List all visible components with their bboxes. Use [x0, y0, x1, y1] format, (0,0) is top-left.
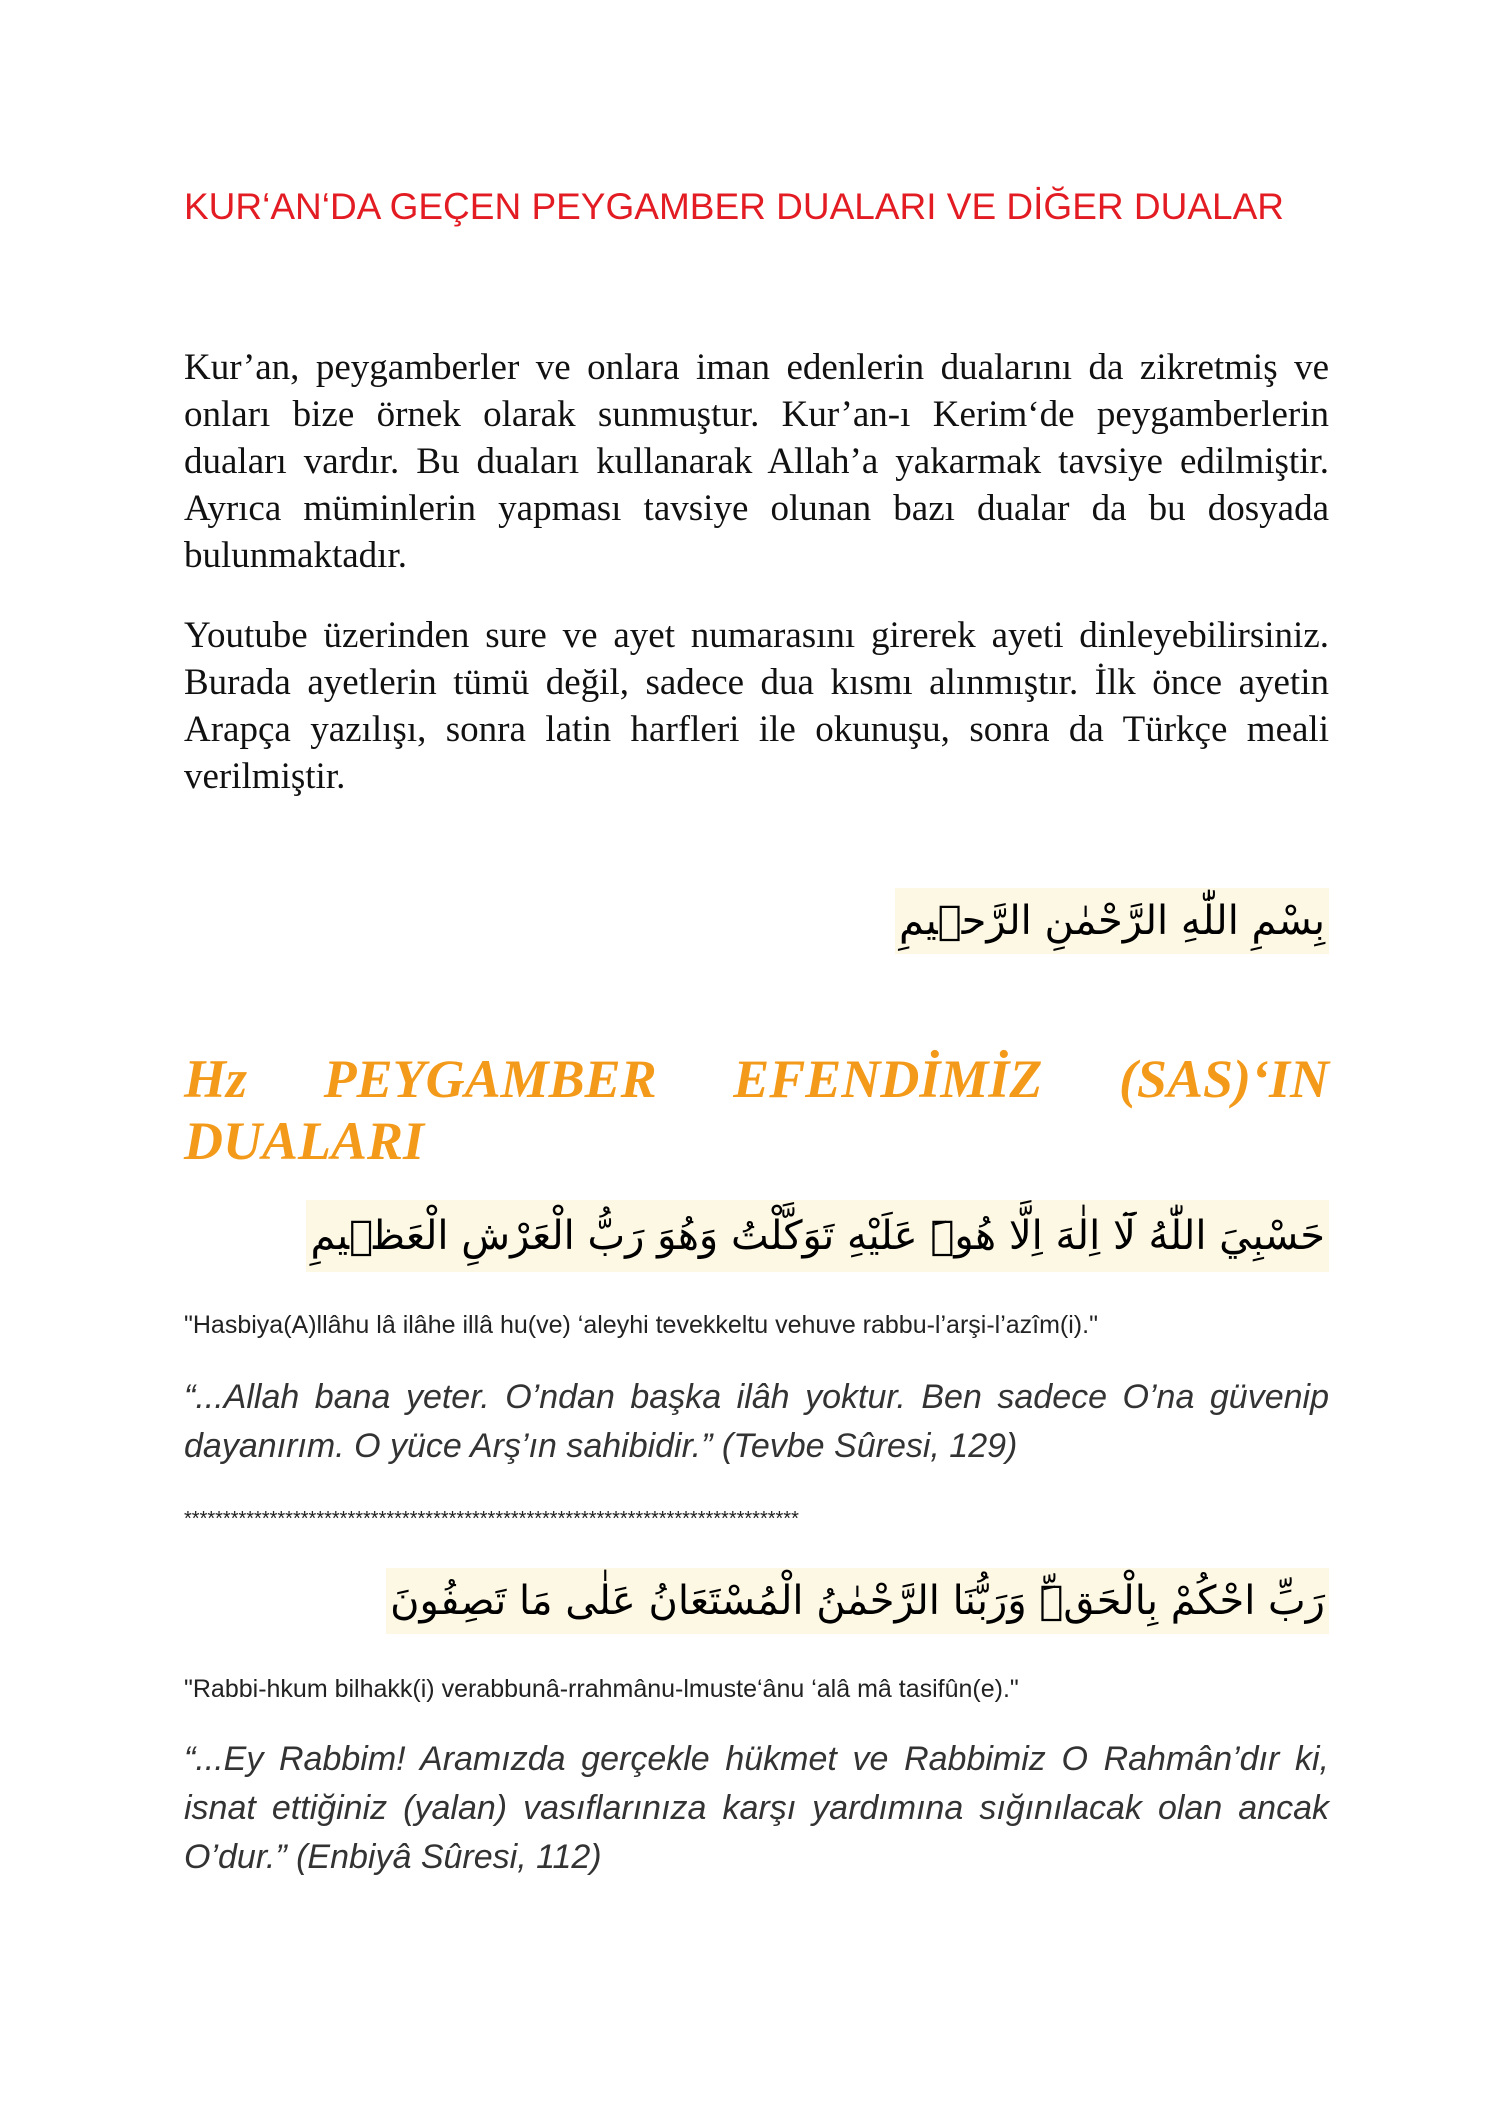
dua-2-arabic: رَبِّ احْكُمْ بِالْحَقِّۜ وَرَبُّنَا الرَّحْمٰنُ الْمُسْتَعَانُ عَلٰى مَا تَصِفُونَ: [386, 1568, 1329, 1634]
document-title: KUR‘AN‘DA GEÇEN PEYGAMBER DUALARI VE DİĞER DUALAR: [184, 186, 1284, 227]
bismillah-arabic: بِسْمِ اللّٰهِ الرَّحْمٰنِ الرَّح۪يمِ: [895, 888, 1329, 954]
dua-1-arabic: حَسْبِيَ اللّٰهُ لَٓا اِلٰهَ اِلَّا هُوَۜ عَلَيْهِ تَوَكَّلْتُ وَهُوَ رَبُّ الْعَرْشِ الْعَظ۪يمِ: [306, 1200, 1329, 1272]
section-heading: Hz PEYGAMBER EFENDİMİZ (SAS)‘IN DUALARI: [184, 1049, 1329, 1171]
dua-2-meaning: “...Ey Rabbim! Aramızda gerçekle hükmet ve Rabbimiz O Rahmân’dır ki, isnat ettiğiniz (yalan) vasıflarınıza karşı yardımına sığınılacak olan ancak O’dur.” (Enbiyâ Sûresi, 112): [184, 1740, 1329, 1876]
dua-1-transliteration: "Hasbiya(A)llâhu lâ ilâhe illâ hu(ve) ‘aleyhi tevekkeltu vehuve rabbu-l’arşi-l’azîm(i).": [184, 1311, 1098, 1339]
intro-paragraph-1: Kur’an, peygamberler ve onlara iman edenlerin dualarını da zikretmiş ve onları bize örnek olarak sunmuştur. Kur’an-ı Kerim‘de peygamberlerin duaları vardır. Bu duaları kullanarak Allah’a yakarmak tavsiye edilmiştir. Ayrıca müminlerin yapması tavsiye olunan bazı dualar da bu dosyada bulunmaktadır.: [184, 347, 1329, 576]
intro-paragraph-2: Youtube üzerinden sure ve ayet numarasını girerek ayeti dinleyebilirsiniz. Burada ayetlerin tümü değil, sadece dua kısmı alınmıştır. İlk önce ayetin Arapça yazılışı, sonra latin harfleri ile okunuşu, sonra da Türkçe meali verilmiştir.: [184, 615, 1329, 797]
separator-line: *******************************************************************************: [184, 1508, 799, 1530]
dua-2-transliteration: "Rabbi-hkum bilhakk(i) verabbunâ-rrahmânu-lmuste‘ânu ‘alâ mâ tasifûn(e).": [184, 1675, 1019, 1703]
dua-1-meaning: “...Allah bana yeter. O’ndan başka ilâh yoktur. Ben sadece O’na güvenip dayanırım. O yüce Arş’ın sahibidir.” (Tevbe Sûresi, 129): [184, 1378, 1329, 1465]
